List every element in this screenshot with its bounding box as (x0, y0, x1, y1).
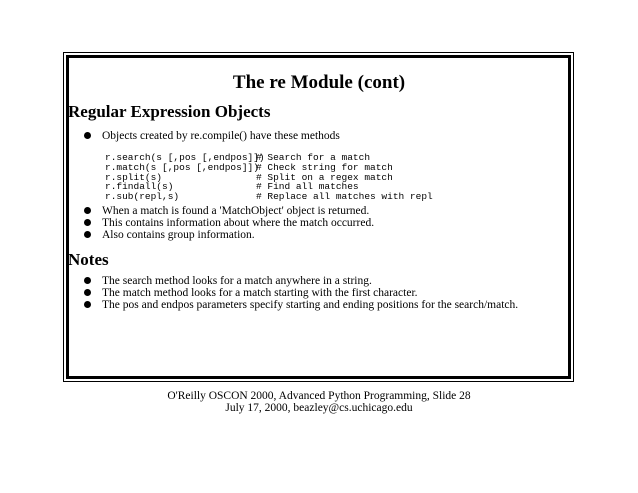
match-bullet-list (84, 205, 374, 241)
code-comment: # Check string for match (256, 161, 393, 173)
bullet-icon (84, 289, 91, 296)
bullet-icon (84, 207, 91, 214)
code-line (105, 192, 433, 202)
section-heading-regex-objects: Regular Expression Objects (68, 102, 271, 121)
bullet-text: The match method looks for a match starting with the first character. (102, 287, 418, 299)
bullet-icon (84, 219, 91, 226)
footer-line-2: July 17, 2000, beazley@cs.uchicago.edu (225, 402, 413, 414)
list-item (84, 287, 518, 299)
section-heading-notes: Notes (68, 250, 109, 269)
bullet-icon (84, 132, 91, 139)
intro-bullet-list (84, 130, 340, 142)
code-comment: # Find all matches (256, 181, 359, 193)
bullet-text: When a match is found a 'MatchObject' object is returned. (102, 205, 370, 217)
bullet-text: Also contains group information. (102, 229, 255, 241)
code-text: r.match(s [,pos [,endpos]]) (105, 161, 259, 173)
bullet-icon (84, 277, 91, 284)
list-item (84, 205, 374, 217)
list-item (84, 275, 518, 287)
bullet-icon (84, 301, 91, 308)
code-comment: # Search for a match (256, 152, 371, 163)
bullet-text: Objects created by re.compile() have these methods (102, 130, 340, 142)
footer-line-1: O'Reilly OSCON 2000, Advanced Python Programming, Slide 28 (167, 390, 471, 402)
code-comment: # Replace all matches with repl (256, 191, 433, 203)
list-item (84, 130, 340, 142)
bullet-icon (84, 231, 91, 238)
code-text: r.split(s) (105, 171, 163, 183)
list-item (84, 229, 374, 241)
code-block (105, 153, 433, 202)
code-comment: # Split on a regex match (256, 171, 393, 183)
bullet-text: The search method looks for a match anywhere in a string. (102, 275, 372, 287)
notes-bullet-list (84, 275, 518, 311)
bullet-text: This contains information about where the match occurred. (102, 217, 375, 229)
bullet-text: The pos and endpos parameters specify starting and ending positions for the search/match. (102, 299, 519, 311)
slide-title: The re Module (cont) (232, 72, 406, 93)
code-text: r.sub(repl,s) (105, 191, 180, 203)
code-text: r.findall(s) (105, 181, 174, 193)
code-text: r.search(s [,pos [,endpos]]) (105, 152, 265, 163)
list-item (84, 217, 374, 229)
list-item (84, 299, 518, 311)
